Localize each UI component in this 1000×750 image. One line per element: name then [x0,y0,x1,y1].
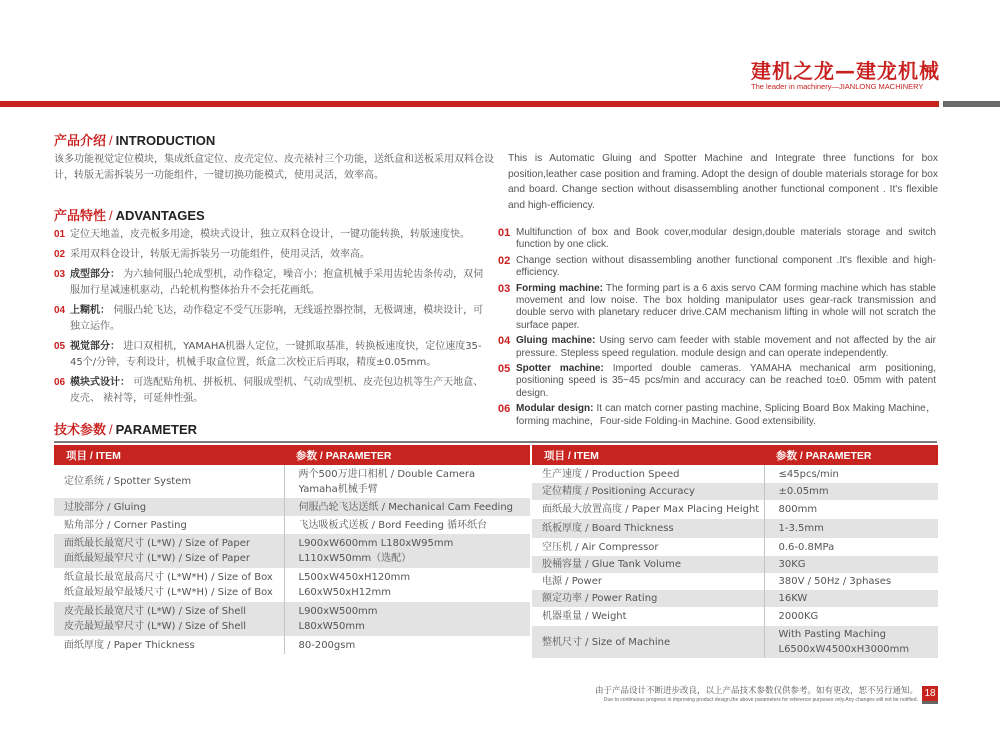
title-separator: / [109,133,113,148]
param-item-cell-line: 纸板厚度 / Board Thickness [542,523,674,534]
advantage-number: 03 [498,282,511,295]
introduction-title-cn: 产品介绍 [54,133,107,148]
advantages-title-cn: 产品特性 [54,208,107,223]
param-value-cell-line: L110xW50mm（选配） [298,553,412,564]
advantage-label: 成型部分： [70,269,120,280]
advantages-title [54,205,205,224]
param-value-cell [764,590,938,607]
param-item-cell [532,556,764,573]
advantage-text [516,335,936,360]
param-item-cell [54,465,284,498]
brand-tagline: The leader in machinery—JIANLONG MACHINERY [751,82,924,91]
advantage-label: Gluing machine: [516,335,596,347]
advantage-description: Change section without disassembling another functional component .It's flexible and high-efficiency. [516,254,936,279]
advantage-item [54,375,484,407]
advantage-number: 02 [54,249,66,260]
param-item-cell-line: 皮壳最短最窄尺寸 (L*W) / Size of Shell [64,621,247,632]
advantage-label: Spotter machine: [516,363,604,375]
param-value-cell-line: 1-3.5mm [778,523,824,534]
param-item-cell-line: 电源 / Power [542,576,602,587]
param-value-cell [284,534,530,568]
table-row [54,516,530,534]
footer-text [560,686,918,704]
advantage-text [516,363,936,400]
param-value-cell [764,465,938,483]
table-row [54,498,530,516]
param-value-cell [284,636,530,654]
column-header-item: 项目 / ITEM [54,445,284,465]
param-item-cell [532,590,764,607]
brand-logo [751,60,940,91]
advantage-description: 可选配贴角机、拼板机、伺服成型机、气动成型机、皮壳包边机等生产天地盒、皮壳、 裱衬等，可延伸性强。 [70,377,484,404]
param-item-cell-line: 生产速度 / Production Speed [542,468,680,480]
param-value-cell [284,498,530,516]
header-grey-bar [943,101,1000,107]
advantage-description: Imported double cameras. YAMAHA mechanical arm positioning, positioning speed is 35~45 pcs/min and accuracy can be reached to±0. 05mm with patent design. [516,363,937,399]
param-item-cell [532,500,764,519]
footer-note-en: Due to continuous progress in improving product design,the above parameters for reference purposes only.Any changes will not be notified. [603,697,918,703]
advantage-label: Modular design: [516,403,594,415]
advantage-text [516,227,936,252]
advantage-text [516,255,936,280]
param-value-cell-line: With Pasting Maching [778,629,886,640]
param-item-cell [532,519,764,538]
param-item-cell-line: 纸盒最短最窄最矮尺寸 (L*W*H) / Size of Box [64,587,273,598]
param-value-cell-line: L60xW50xH12mm [298,587,391,598]
advantage-number: 04 [54,305,66,316]
table-row [54,534,530,568]
param-value-cell-line: L80xW50mm [298,621,365,632]
advantage-item [54,267,484,299]
advantage-number: 04 [498,335,511,348]
title-separator: / [109,422,113,437]
advantage-text [516,403,936,428]
param-value-cell-line: L500xW450xH120mm [298,572,411,583]
advantage-label: 视觉部分： [70,341,120,352]
param-value-cell [764,607,938,626]
param-value-cell-line: 380V / 50Hz / 3phases [778,576,892,587]
page-number-underline [922,701,938,704]
param-value-cell [764,500,938,519]
advantage-text [70,339,484,371]
param-value-cell-line: ±0.05mm [778,486,829,497]
advantage-item [54,247,484,263]
param-value-cell [284,516,530,534]
param-item-cell [54,636,284,654]
param-value-cell-line: ≤45pcs/min [778,468,839,480]
table-row [54,602,530,636]
advantage-text [70,267,484,299]
advantage-description: It can match corner pasting machine, Splicing Board Box Making Machine，forming machine，Four-side Folding-in Machine. Good extensibility. [516,403,936,427]
param-value-cell-line: 飞达吸板式送板 / Bord Feeding 循环纸台 [298,519,488,531]
advantage-item [54,339,484,371]
param-value-cell-line: 80-200gsm [298,639,356,651]
table-row [54,636,530,654]
param-value-cell-line: 两个500万进口相机 / Double Camera [298,468,476,480]
param-value-cell-line: 0.6-0.8MPa [778,541,835,553]
param-item-cell-line: 胶桶容量 / Glue Tank Volume [542,559,682,570]
param-item-cell [532,573,764,590]
param-value-cell [764,519,938,538]
param-value-cell-line: L900xW600mm L180xW95mm [298,538,454,549]
param-item-cell [54,498,284,516]
param-value-cell [764,538,938,556]
param-value-cell-line: 伺服凸轮飞达送纸 / Mechanical Cam Feeding [298,501,514,513]
advantage-number: 06 [498,403,511,416]
column-header-parameter: 参数 / PARAMETER [764,445,938,465]
title-separator: / [109,208,113,223]
param-value-cell [284,602,530,636]
advantage-number: 05 [498,363,511,376]
table-row [532,500,938,519]
param-value-cell-line: 16KW [778,593,808,604]
param-value-cell [764,483,938,500]
param-value-cell-line: 30KG [778,559,806,570]
table-row [532,626,938,658]
introduction-title [54,130,215,149]
table-row [532,465,938,483]
advantage-number: 05 [54,341,66,352]
param-item-cell [54,534,284,568]
column-header-item: 项目 / ITEM [532,445,764,465]
advantage-item [498,335,936,360]
param-value-cell [284,568,530,602]
table-row [532,573,938,590]
introduction-title-en: INTRODUCTION [115,133,216,148]
advantage-label: 模块式设计： [70,377,130,388]
advantage-number: 01 [498,227,511,239]
advantage-item [54,303,484,335]
parameter-divider [54,441,937,443]
table-row [54,465,530,498]
param-item-cell-line: 定位系统 / Spotter System [64,476,192,487]
param-item-cell [532,483,764,500]
table-row [532,556,938,573]
param-item-cell-line: 面纸厚度 / Paper Thickness [64,639,195,651]
param-item-cell-line: 定位精度 / Positioning Accuracy [542,486,695,497]
param-item-cell-line: 过胶部分 / Gluing [64,501,147,513]
advantage-description: 为六轴伺服凸轮成型机，动作稳定，噪音小；抱盒机械手采用齿轮齿条传动，双伺服加行星减速机驱动，凸轮机构整体抬升不会托花画纸。 [70,269,484,296]
parameter-table-right [532,445,938,658]
param-item-cell-line: 面纸最大放置高度 / Paper Max Placing Height [542,504,760,515]
param-item-cell [54,568,284,602]
advantage-label: Forming machine: [516,282,603,294]
advantage-item [498,283,936,333]
param-value-cell [284,465,530,498]
advantages-list-cn [54,227,484,411]
param-value-cell [764,626,938,658]
param-item-cell-line: 整机尺寸 / Size of Machine [542,636,671,648]
column-header-parameter: 参数 / PARAMETER [284,445,530,465]
param-item-cell-line: 面纸最短最窄尺寸 (L*W) / Size of Paper [64,553,251,564]
advantage-text [70,375,484,407]
advantage-text [70,227,484,243]
advantage-description: 采用双料仓设计，转版无需拆装另一功能组件，使用灵活，效率高。 [70,249,370,260]
advantage-description: The forming part is a 6 axis servo CAM forming machine which has stable movement and low noise. The box holding manipulator uses gear-rack transmission and double servo with planetary reducer drive.CAM mechanism lifting in whole will not scratch the surface paper. [516,282,936,331]
param-value-cell [764,573,938,590]
advantage-label: 上糊机： [70,305,110,316]
header-red-bar [0,101,939,107]
table-row [532,519,938,538]
advantage-description: 伺服凸轮飞达，动作稳定不受气压影响，无线遥控器控制，无极调速，模块设计，可独立运作。 [70,305,484,332]
table-row [54,568,530,602]
advantage-item [498,255,936,280]
advantage-number: 03 [54,269,66,280]
footer [560,686,938,704]
advantage-item [498,363,936,400]
table-row [532,483,938,500]
param-item-cell [532,538,764,556]
advantage-description: 定位天地盖，皮壳板多用途，模块式设计，独立双料仓设计，一键功能转换，转版速度快。 [70,229,470,240]
introduction-text-en: This is Automatic Gluing and Spotter Machine and Integrate three functions for box position,leather case position and framing. Adopt the design of double materials storage for box and board. Change section without disassembling another functional component . It's flexible and high-efficiency. [508,153,938,211]
param-item-cell-line: 机器重量 / Weight [542,611,627,622]
advantage-number: 06 [54,377,66,388]
param-item-cell-line: 面纸最长最宽尺寸 (L*W) / Size of Paper [64,538,251,549]
parameter-title-cn: 技术参数 [54,422,107,437]
introduction-text-cn: 该多功能视觉定位模块，集成纸盒定位、皮壳定位、皮壳裱衬三个功能，送纸盒和送板采用双料仓设计，转版无需拆装另一功能组件，一键切换功能模式，使用灵活，效率高。 [54,154,494,181]
param-value-cell [764,556,938,573]
param-value-cell-line: Yamaha机械手臂 [298,483,378,495]
param-item-cell-line: 皮壳最长最宽尺寸 (L*W) / Size of Shell [64,606,247,617]
param-value-cell-line: L900xW500mm [298,606,378,617]
param-item-cell [532,465,764,483]
advantages-title-en: ADVANTAGES [115,208,205,223]
advantage-item [54,227,484,243]
param-value-cell-line: 2000KG [778,611,819,622]
parameter-title [54,419,197,438]
param-item-cell-line: 额定功率 / Power Rating [542,593,658,604]
advantages-list-en [498,227,936,431]
param-item-cell [54,516,284,534]
param-item-cell [54,602,284,636]
page-number: 18 [922,686,938,701]
parameter-title-en: PARAMETER [115,422,198,437]
brand-name: 建机之龙—建龙机械 [751,59,940,83]
advantage-description: Multifunction of box and Book cover,modular design,double materials storage and switch function by one click. [516,227,936,251]
param-item-cell [532,626,764,658]
advantage-number: 01 [54,229,66,240]
param-value-cell-line: 800mm [778,504,818,515]
param-item-cell [532,607,764,626]
advantage-item [498,227,936,252]
param-item-cell-line: 空压机 / Air Compressor [542,541,659,553]
table-row [532,590,938,607]
table-row [532,607,938,626]
param-value-cell-line: L6500xW4500xH3000mm [778,644,910,655]
advantage-text [70,303,484,335]
parameter-table-left [54,445,530,654]
advantage-description: Using servo cam feeder with stable movement and not affected by the air pressure. Stepless speed regulation. module design and can operate independently. [516,335,936,359]
advantage-item [498,403,936,428]
footer-note-cn: 由于产品设计不断进步改良，以上产品技术参数仅供参考。如有更改，恕不另行通知。 [594,686,918,696]
param-item-cell-line: 贴角部分 / Corner Pasting [64,519,187,531]
page-number-box [922,686,938,704]
advantage-text [70,247,484,263]
advantage-description: 进口双相机，YAMAHA机器人定位，一键抓取基准，转换板速度快，定位速度35-45个/分钟，专利设计，机械手取盒位置，纸盒二次校正后再取，精度±0.05mm。 [70,341,482,368]
advantage-number: 02 [498,254,511,267]
param-item-cell-line: 纸盒最长最宽最高尺寸 (L*W*H) / Size of Box [64,572,273,583]
table-row [532,538,938,556]
advantage-text [516,283,936,333]
